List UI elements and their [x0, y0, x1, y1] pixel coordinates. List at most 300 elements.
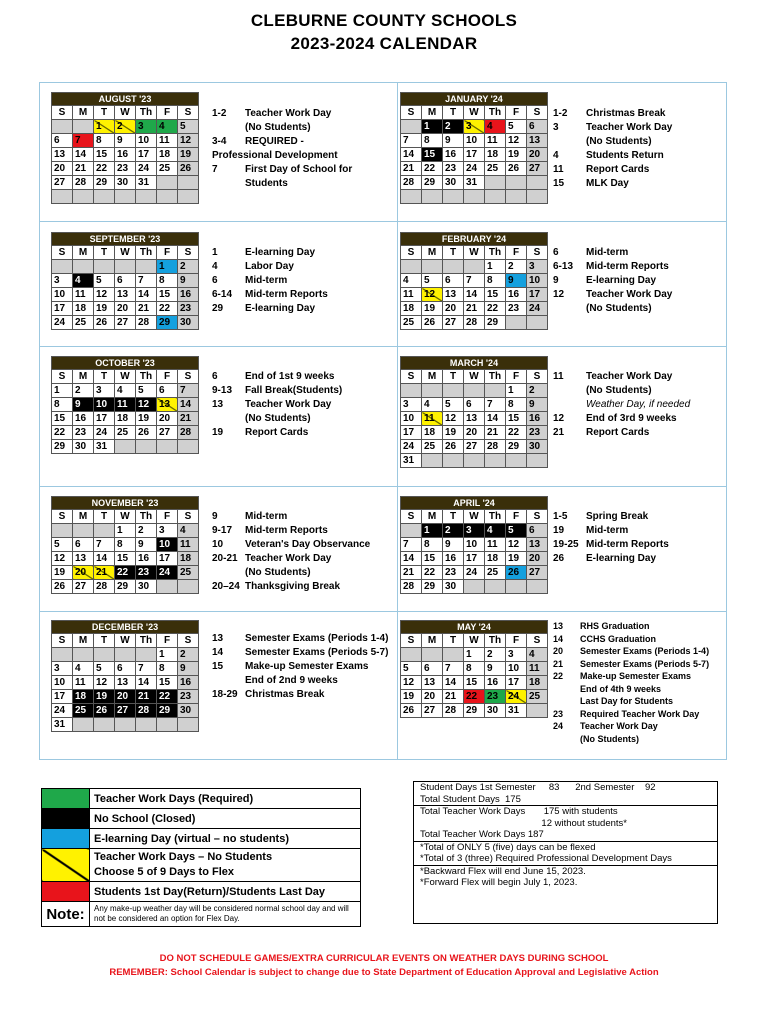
event-row: [212, 163, 352, 177]
month-events: [553, 510, 669, 566]
event-row: [553, 633, 709, 646]
event-date: 12: [553, 413, 565, 424]
event-date: 20: [553, 646, 564, 656]
event-text: Labor Day: [245, 261, 294, 272]
month-name: SEPTEMBER '23: [52, 233, 199, 246]
weekday-header: Th: [485, 106, 506, 120]
event-text: Report Cards: [586, 164, 650, 175]
event-text: Mid-term Reports: [245, 289, 328, 300]
event-text: Make-up Semester Exams: [580, 671, 692, 681]
day-cell: 2: [527, 384, 548, 398]
month-calendar: [51, 620, 199, 732]
day-cell: [527, 316, 548, 330]
day-cell: 29: [506, 440, 527, 454]
day-cell: 6: [422, 662, 443, 676]
event-row: [212, 632, 388, 646]
event-text: Last Day for Students: [580, 696, 674, 706]
day-cell: 17: [506, 676, 527, 690]
weekday-header: F: [506, 510, 527, 524]
day-cell: 19: [136, 412, 157, 426]
day-cell: 3: [464, 524, 485, 538]
page-title: CLEBURNE COUNTY SCHOOLS: [250, 11, 518, 30]
weekday-header: W: [115, 370, 136, 384]
day-cell: [506, 190, 527, 204]
day-cell: 6: [52, 134, 73, 148]
weekday-header: S: [178, 370, 199, 384]
weekday-header: S: [52, 106, 73, 120]
day-cell: 18: [527, 676, 548, 690]
weekday-header: S: [52, 634, 73, 648]
event-text: (No Students): [586, 303, 652, 314]
event-text: Thanksgiving Break: [245, 581, 341, 592]
weekday-header: W: [464, 634, 485, 648]
event-row: [212, 260, 328, 274]
month-calendar: [51, 496, 199, 594]
day-cell: [73, 190, 94, 204]
summary-line: *Forward Flex will begin July 1, 2023.: [420, 877, 578, 888]
day-cell: 13: [527, 134, 548, 148]
day-cell: 7: [136, 274, 157, 288]
event-text: Mid-term Reports: [586, 539, 669, 550]
day-cell: 26: [422, 316, 443, 330]
day-cell: [52, 260, 73, 274]
weekday-header: W: [115, 634, 136, 648]
day-cell: 6: [115, 274, 136, 288]
day-cell: 12: [52, 552, 73, 566]
event-text: Fall Break(Students): [245, 385, 343, 396]
day-cell: [485, 454, 506, 468]
weekday-header: S: [52, 370, 73, 384]
weekday-header: W: [464, 106, 485, 120]
day-cell: 24: [401, 440, 422, 454]
event-text: Teacher Work Day: [586, 289, 673, 300]
day-cell: 16: [178, 288, 199, 302]
day-cell: 25: [422, 440, 443, 454]
event-text: Mid-term Reports: [586, 261, 669, 272]
day-cell: [527, 580, 548, 594]
day-cell: 28: [178, 426, 199, 440]
event-row: [212, 135, 352, 149]
event-row: [553, 510, 669, 524]
month-calendar: [400, 620, 548, 718]
day-cell: 8: [506, 398, 527, 412]
legend-label: Students 1st Day(Return)/Students Last Day: [90, 882, 361, 902]
weekday-header: S: [178, 510, 199, 524]
day-cell: [464, 260, 485, 274]
day-cell: 5: [443, 398, 464, 412]
day-cell: 17: [464, 148, 485, 162]
event-row: [553, 177, 672, 191]
day-cell: 7: [485, 398, 506, 412]
day-cell: 23: [178, 302, 199, 316]
weekday-header: M: [73, 370, 94, 384]
day-cell: 18: [73, 690, 94, 704]
day-cell: 8: [422, 538, 443, 552]
weekday-header: S: [527, 106, 548, 120]
event-text: Teacher Work Day: [245, 553, 332, 564]
day-cell: 21: [136, 690, 157, 704]
event-row: [212, 552, 370, 566]
day-cell: 13: [157, 398, 178, 412]
day-cell: 4: [401, 274, 422, 288]
day-cell: 8: [52, 398, 73, 412]
month-calendar: [51, 356, 199, 454]
day-cell: 10: [52, 288, 73, 302]
event-text: Mid-term: [586, 525, 629, 536]
day-cell: [485, 384, 506, 398]
day-cell: 5: [422, 274, 443, 288]
event-date: 21: [553, 427, 565, 438]
day-cell: 21: [178, 412, 199, 426]
event-text: (No Students): [580, 733, 639, 744]
day-cell: 4: [485, 524, 506, 538]
event-date: 1-2: [212, 108, 227, 119]
day-cell: 18: [115, 412, 136, 426]
weekday-header: S: [401, 510, 422, 524]
day-cell: 25: [485, 566, 506, 580]
month-calendar: [400, 496, 548, 594]
day-cell: 18: [73, 302, 94, 316]
day-cell: 20: [422, 690, 443, 704]
day-cell: 18: [485, 552, 506, 566]
day-cell: 4: [422, 398, 443, 412]
day-cell: 9: [178, 274, 199, 288]
day-cell: 16: [443, 552, 464, 566]
event-text: (No Students): [586, 136, 652, 147]
day-cell: 6: [443, 274, 464, 288]
legend-table: [41, 788, 361, 927]
day-cell: 27: [52, 176, 73, 190]
legend-row: [42, 809, 361, 829]
day-cell: 16: [527, 412, 548, 426]
event-row: [553, 620, 709, 633]
note-label: Note:: [42, 902, 90, 927]
event-date: 9-13: [212, 385, 233, 396]
day-cell: 10: [464, 134, 485, 148]
month-events: [553, 107, 672, 191]
event-row: [212, 288, 328, 302]
event-date: 11: [553, 164, 564, 175]
event-row: [212, 538, 370, 552]
day-cell: [157, 718, 178, 732]
row-divider: [39, 611, 727, 612]
day-cell: 19: [178, 148, 199, 162]
day-cell: 21: [401, 566, 422, 580]
weekday-header: M: [422, 510, 443, 524]
event-row: [553, 302, 672, 316]
day-cell: 26: [401, 704, 422, 718]
day-cell: 5: [52, 538, 73, 552]
day-cell: 17: [157, 552, 178, 566]
day-cell: 8: [422, 134, 443, 148]
event-date: 9: [212, 511, 218, 522]
weekday-header: S: [527, 510, 548, 524]
day-cell: 29: [422, 176, 443, 190]
day-cell: 11: [115, 398, 136, 412]
day-cell: 21: [464, 302, 485, 316]
day-cell: [527, 176, 548, 190]
event-date: 6-14: [212, 289, 233, 300]
day-cell: 4: [115, 384, 136, 398]
day-cell: [443, 384, 464, 398]
month-calendar: [400, 92, 548, 204]
event-date: 24: [553, 721, 564, 731]
day-cell: 12: [136, 398, 157, 412]
month-name: MAY '24: [401, 621, 548, 634]
day-cell: 15: [422, 552, 443, 566]
event-text: Teacher Work Day: [580, 721, 658, 731]
event-date: [212, 674, 245, 688]
weekday-header: W: [115, 106, 136, 120]
day-cell: 25: [115, 426, 136, 440]
day-cell: 29: [422, 580, 443, 594]
day-cell: 14: [401, 552, 422, 566]
weekday-header: M: [73, 106, 94, 120]
month-events: [212, 107, 352, 191]
day-cell: 30: [443, 580, 464, 594]
day-cell: 17: [52, 302, 73, 316]
day-cell: [94, 190, 115, 204]
day-cell: 1: [464, 648, 485, 662]
weekday-header: F: [506, 370, 527, 384]
event-text: CCHS Graduation: [580, 633, 657, 644]
legend-swatch: [42, 829, 90, 849]
day-cell: 28: [94, 580, 115, 594]
weekday-header: S: [527, 370, 548, 384]
weekday-header: S: [401, 634, 422, 648]
day-cell: 29: [464, 704, 485, 718]
day-cell: [94, 260, 115, 274]
weekday-header: T: [94, 246, 115, 260]
day-cell: 18: [178, 552, 199, 566]
weekday-header: M: [73, 510, 94, 524]
event-row: [553, 695, 709, 708]
day-cell: 14: [136, 676, 157, 690]
weekday-header: W: [464, 246, 485, 260]
day-cell: 3: [506, 648, 527, 662]
event-date: [553, 683, 580, 696]
event-date: 6: [212, 275, 218, 286]
event-date: 29: [212, 303, 224, 314]
month-events: [212, 370, 342, 440]
event-text: (No Students): [245, 413, 311, 424]
day-cell: 1: [52, 384, 73, 398]
event-text: REQUIRED -: [245, 136, 304, 147]
day-cell: 21: [401, 162, 422, 176]
day-cell: 4: [73, 274, 94, 288]
day-cell: 13: [115, 676, 136, 690]
event-date: 1: [212, 247, 218, 258]
day-cell: 10: [464, 538, 485, 552]
event-row: [553, 288, 672, 302]
day-cell: 14: [464, 288, 485, 302]
day-cell: 2: [73, 384, 94, 398]
day-cell: [443, 454, 464, 468]
day-cell: 3: [401, 398, 422, 412]
day-cell: 3: [464, 120, 485, 134]
event-date: 22: [553, 671, 564, 681]
day-cell: 15: [506, 412, 527, 426]
event-text: Semester Exams (Periods 5-7): [245, 647, 389, 658]
day-cell: 9: [443, 538, 464, 552]
day-cell: 12: [178, 134, 199, 148]
row-divider: [39, 486, 727, 487]
day-cell: 14: [94, 552, 115, 566]
day-cell: 10: [157, 538, 178, 552]
day-cell: 6: [464, 398, 485, 412]
day-cell: 8: [464, 662, 485, 676]
event-row: [212, 370, 342, 384]
event-text: Mid-term: [245, 275, 288, 286]
day-cell: [506, 176, 527, 190]
day-cell: [485, 190, 506, 204]
legend-label: Teacher Work Days – No Students Choose 5 of 9 Days to Flex: [90, 849, 361, 882]
weekday-header: F: [506, 106, 527, 120]
day-cell: 19: [401, 690, 422, 704]
day-cell: 13: [422, 676, 443, 690]
day-cell: 21: [136, 302, 157, 316]
event-date: 13: [212, 633, 224, 644]
event-text: Required Teacher Work Day: [580, 708, 700, 719]
legend-row: [42, 849, 361, 882]
event-row: [553, 260, 672, 274]
event-row: [212, 660, 388, 674]
summary-line: *Backward Flex will end June 15, 2023.: [414, 865, 717, 878]
day-cell: 20: [115, 690, 136, 704]
day-cell: 19: [506, 552, 527, 566]
day-cell: [422, 454, 443, 468]
day-cell: 27: [422, 704, 443, 718]
day-cell: 14: [401, 148, 422, 162]
day-cell: 3: [527, 260, 548, 274]
day-cell: 13: [527, 538, 548, 552]
day-cell: [464, 454, 485, 468]
day-cell: 25: [401, 316, 422, 330]
weekday-header: S: [401, 370, 422, 384]
event-text: End of 1st 9 weeks: [245, 371, 335, 382]
weekday-header: W: [115, 510, 136, 524]
event-row: [553, 398, 690, 412]
legend-label: Teacher Work Days (Required): [90, 789, 361, 809]
month-events: [553, 370, 690, 440]
month-events: [553, 246, 672, 316]
weekday-header: Th: [485, 510, 506, 524]
weekday-header: T: [94, 634, 115, 648]
weekday-header: T: [94, 106, 115, 120]
weekday-header: T: [443, 106, 464, 120]
event-date: 7: [212, 164, 218, 175]
event-date: 6: [553, 247, 559, 258]
day-cell: 15: [464, 676, 485, 690]
event-date: 15: [212, 661, 224, 672]
day-cell: 20: [115, 302, 136, 316]
day-cell: 1: [422, 120, 443, 134]
event-text: Students: [245, 178, 288, 189]
event-row: [553, 426, 690, 440]
day-cell: 26: [443, 440, 464, 454]
event-text: Semester Exams (Periods 5-7): [580, 658, 710, 669]
day-cell: 16: [506, 288, 527, 302]
event-row: [212, 688, 388, 702]
day-cell: 28: [136, 704, 157, 718]
day-cell: 5: [506, 120, 527, 134]
weekday-header: Th: [136, 510, 157, 524]
event-row: [553, 670, 709, 683]
weekday-header: F: [157, 510, 178, 524]
event-row: [212, 674, 388, 688]
legend-row: [42, 829, 361, 849]
day-cell: 15: [94, 148, 115, 162]
event-row: [553, 163, 672, 177]
event-text: End of 3rd 9 weeks: [586, 413, 677, 424]
day-cell: 24: [94, 426, 115, 440]
summary-line: Total Teacher Work Days 187: [420, 829, 544, 840]
event-row: [553, 645, 709, 658]
day-cell: 22: [464, 690, 485, 704]
event-row: [553, 733, 709, 746]
weekday-header: T: [443, 370, 464, 384]
day-cell: 10: [506, 662, 527, 676]
event-text: Report Cards: [245, 427, 309, 438]
weekday-header: M: [73, 634, 94, 648]
summary-line: Total Student Days 175: [420, 793, 521, 805]
day-cell: 13: [73, 552, 94, 566]
event-text: Semester Exams (Periods 1-4): [245, 633, 389, 644]
event-date: 4: [212, 261, 218, 272]
day-cell: 24: [136, 162, 157, 176]
day-cell: [443, 648, 464, 662]
event-date: [553, 695, 580, 708]
day-cell: 21: [73, 162, 94, 176]
event-row: [212, 412, 342, 426]
day-cell: 3: [157, 524, 178, 538]
weekday-header: Th: [485, 370, 506, 384]
event-row: [553, 370, 690, 384]
day-cell: 2: [506, 260, 527, 274]
day-cell: 24: [464, 162, 485, 176]
day-cell: 3: [136, 120, 157, 134]
event-row: [212, 149, 352, 163]
day-cell: 1: [94, 120, 115, 134]
day-cell: 27: [73, 580, 94, 594]
day-cell: [52, 120, 73, 134]
day-cell: 16: [115, 148, 136, 162]
event-date: 21: [553, 658, 564, 669]
day-cell: 5: [506, 524, 527, 538]
day-cell: 28: [464, 316, 485, 330]
day-cell: 22: [115, 566, 136, 580]
event-text: End of 4th 9 weeks: [580, 683, 662, 694]
day-cell: 13: [115, 288, 136, 302]
day-cell: [157, 440, 178, 454]
day-cell: 18: [422, 426, 443, 440]
day-cell: [464, 384, 485, 398]
weekday-header: Th: [136, 634, 157, 648]
day-cell: [178, 176, 199, 190]
weekday-header: F: [506, 246, 527, 260]
day-cell: 25: [73, 316, 94, 330]
day-cell: 26: [506, 162, 527, 176]
event-date: [553, 302, 586, 316]
event-text: (No Students): [586, 385, 652, 396]
event-text: Mid-term: [245, 511, 288, 522]
day-cell: [115, 440, 136, 454]
event-row: [212, 177, 352, 191]
day-cell: 25: [485, 162, 506, 176]
month-events: [212, 632, 388, 702]
day-cell: 12: [422, 288, 443, 302]
day-cell: 9: [443, 134, 464, 148]
